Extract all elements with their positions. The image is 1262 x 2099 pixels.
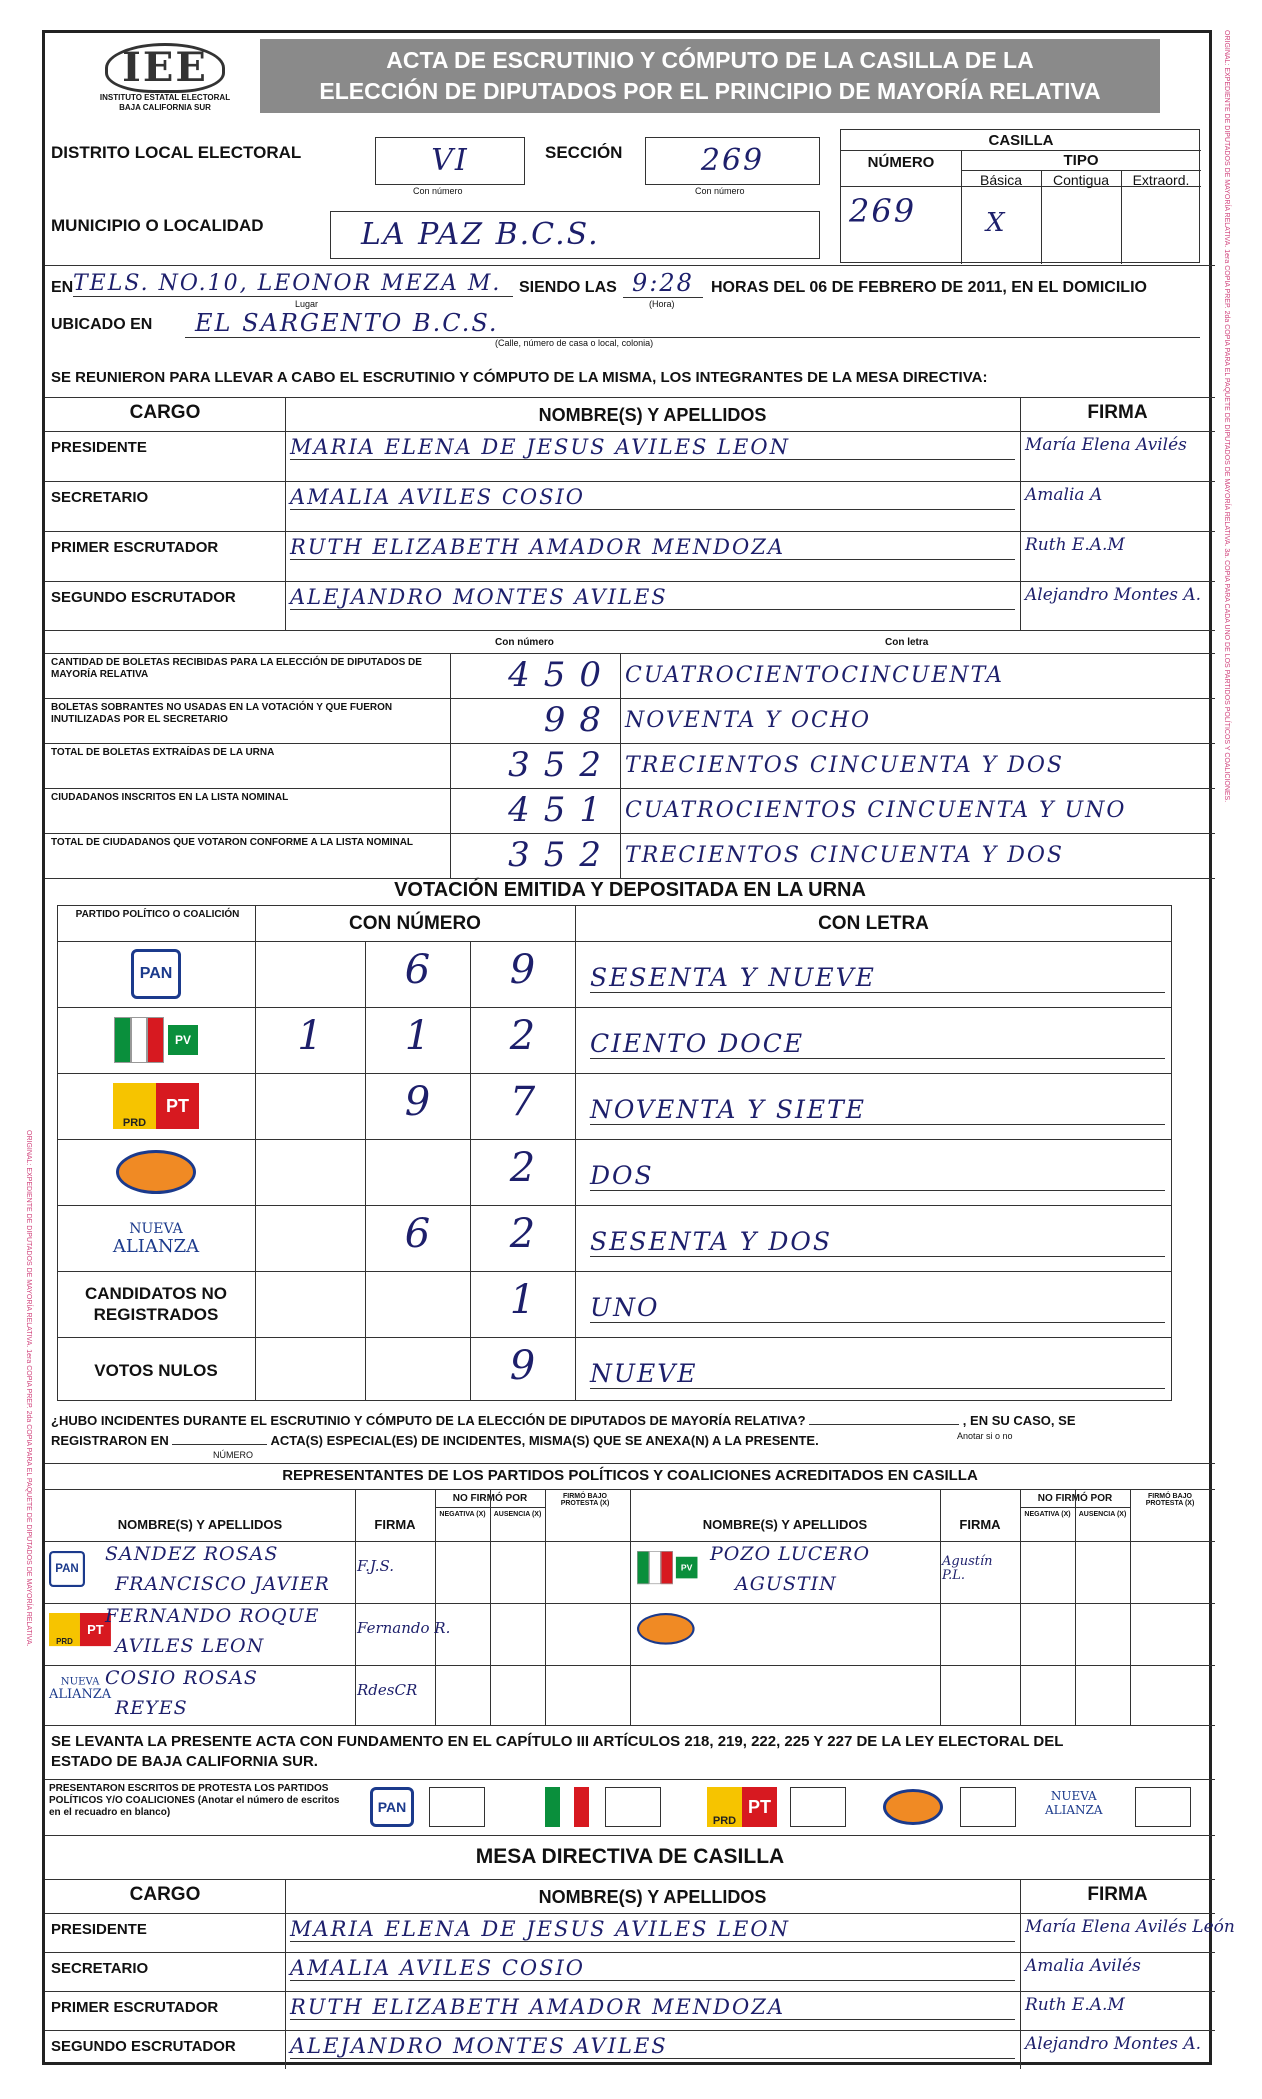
mesa2-firma[interactable]: María Elena Avilés León	[1025, 1917, 1235, 1937]
rep-party-logo	[49, 1551, 85, 1587]
protesta-pri-box[interactable]	[605, 1787, 661, 1827]
logo-subtitle-2: BAJA CALIFORNIA SUR	[119, 103, 211, 112]
boletas-letra[interactable]: CUATROCIENTOS CINCUENTA Y UNO	[625, 798, 1127, 823]
title-line-1: ACTA DE ESCRUTINIO Y CÓMPUTO DE LA CASILLA DE LA	[386, 47, 1034, 73]
boletas-divider	[45, 878, 1215, 879]
votacion-digit[interactable]: 1	[404, 1013, 431, 1059]
title-banner	[260, 39, 1160, 113]
pv-icon: PV	[676, 1557, 698, 1579]
ubicado-label: UBICADO EN	[51, 316, 153, 333]
rep-name-line1[interactable]: FERNANDO ROQUE	[105, 1605, 320, 1627]
votacion-party-cell	[57, 1337, 255, 1403]
mesa1-firma[interactable]: Amalia A	[1025, 485, 1103, 505]
convergencia-logo	[116, 1150, 196, 1194]
mesa1-cargo-header: CARGO	[129, 402, 201, 423]
protesta-convergencia-logo	[883, 1789, 943, 1825]
pri-icon	[637, 1551, 673, 1584]
prd-pt-icon	[113, 1083, 199, 1129]
ieebc-logo-mark: IEE	[105, 43, 225, 93]
votacion-letra[interactable]: SESENTA Y NUEVE	[590, 963, 1165, 993]
protesta-convergencia-box[interactable]	[960, 1787, 1016, 1827]
mesa1-firma[interactable]: Alejandro Montes A.	[1025, 585, 1202, 605]
row-divider	[45, 1991, 1215, 1992]
na-line2: ALIANZA	[1045, 1803, 1103, 1817]
incidentes-number-field[interactable]	[172, 1444, 267, 1445]
en-value[interactable]: TELS. NO.10, LEONOR MEZA M.	[73, 271, 513, 297]
prd-pt-logo	[113, 1083, 199, 1129]
rep-name-line2[interactable]: AGUSTIN	[735, 1573, 837, 1595]
rep-no-firmo-header: NO FIRMÓ POR	[1037, 1493, 1113, 1504]
boletas-label: CANTIDAD DE BOLETAS RECIBIDAS PARA LA ELECCIÓN DE DIPUTADOS DE MAYORÍA RELATIVA	[51, 657, 422, 680]
rep-firma-header: FIRMA	[959, 1517, 1001, 1532]
incidentes-line1	[51, 1413, 1076, 1428]
numero-hint: NÚMERO	[213, 1450, 253, 1460]
seccion-label: SECCIÓN	[545, 143, 623, 162]
na-line1: NUEVA	[60, 1675, 100, 1688]
ieebc-logo	[75, 43, 255, 113]
votacion-party-cell	[57, 1007, 255, 1073]
boletas-letra[interactable]: TRECIENTOS CINCUENTA Y DOS	[625, 843, 1064, 868]
incidentes-question: ¿HUBO INCIDENTES DURANTE EL ESCRUTINIO Y CÓMPUTO DE LA ELECCIÓN DE DIPUTADOS DE MAYORÍA RELATIVA?	[51, 1413, 806, 1428]
na-line2: ALIANZA	[49, 1686, 112, 1702]
rep-name-line1[interactable]: POZO LUCERO	[710, 1543, 871, 1565]
contigua-label: Contigua	[1052, 172, 1110, 188]
distrito-hint: Con número	[413, 186, 463, 196]
protesta-nueva-alianza-logo	[1045, 1789, 1103, 1817]
pan-icon: PAN	[131, 949, 181, 999]
rep-firma[interactable]: F.J.S.	[357, 1557, 394, 1575]
row-divider	[45, 1952, 1215, 1953]
row-divider	[45, 531, 1215, 532]
basica-mark[interactable]: X	[986, 208, 1007, 238]
incidentes-registraron: REGISTRARON EN	[51, 1433, 169, 1448]
mesa2-cargo: PRIMER ESCRUTADOR	[51, 1999, 219, 2016]
rep-firma[interactable]: Agustín P.L.	[942, 1554, 993, 1583]
na-line1: NUEVA	[1050, 1789, 1097, 1803]
mesa2-nombre[interactable]: RUTH ELIZABETH AMADOR MENDOZA	[290, 1995, 1015, 2020]
pri-icon	[114, 1017, 164, 1063]
votacion-party-cell	[57, 1271, 255, 1337]
mesa2-nombre[interactable]: AMALIA AVILES COSIO	[290, 1956, 1015, 1981]
pv-icon: PV	[168, 1025, 198, 1055]
casilla-numero-value[interactable]: 269	[849, 192, 917, 230]
pan-icon: PAN	[49, 1551, 85, 1587]
votacion-digit[interactable]: 2	[509, 1211, 536, 1257]
rep-name-line1[interactable]: COSIO ROSAS	[105, 1667, 258, 1689]
rep-nombre-header: NOMBRE(S) Y APELLIDOS	[702, 1517, 868, 1532]
votacion-numero-header: CON NÚMERO	[349, 913, 481, 934]
mesa2-firma-header: FIRMA	[1087, 1884, 1148, 1905]
incidentes-answer-field[interactable]	[809, 1424, 959, 1425]
rep-name-line2[interactable]: FRANCISCO JAVIER	[115, 1573, 330, 1595]
votacion-digit[interactable]: 1	[297, 1013, 323, 1059]
rep-name-line2[interactable]: AVILES LEON	[115, 1635, 265, 1657]
mesa2-nombre[interactable]: ALEJANDRO MONTES AVILES	[290, 2034, 1015, 2059]
mesa1-nombre[interactable]: AMALIA AVILES COSIO	[290, 485, 1015, 510]
votacion-letra[interactable]: DOS	[590, 1161, 1165, 1191]
boletas-numero[interactable]: 451	[508, 790, 615, 830]
boletas-divider	[45, 698, 1215, 699]
boletas-con-letra: Con letra	[885, 637, 929, 648]
logo-subtitle-1: INSTITUTO ESTATAL ELECTORAL	[99, 93, 231, 102]
rep-party-logo	[637, 1551, 697, 1584]
nueva-alianza-icon	[49, 1675, 111, 1701]
boletas-label: CIUDADANOS INSCRITOS EN LA LISTA NOMINAL	[51, 792, 289, 803]
convergencia-icon	[637, 1613, 695, 1645]
rep-party-logo	[49, 1613, 111, 1646]
votacion-party-label: VOTOS NULOS	[94, 1360, 218, 1380]
horas-text: HORAS DEL 06 DE FEBRERO DE 2011, EN EL DOMICILIO	[711, 279, 1147, 296]
rep-firma[interactable]: Fernando R.	[357, 1619, 451, 1637]
rep-negativa-header: NEGATIVA (X)	[1024, 1511, 1071, 1518]
votacion-letra[interactable]: SESENTA Y DOS	[590, 1227, 1165, 1257]
votacion-digit[interactable]: 9	[509, 1343, 536, 1389]
boletas-con-numero: Con número	[495, 637, 554, 648]
reunieron-text: SE REUNIERON PARA LLEVAR A CABO EL ESCRUTINIO Y CÓMPUTO DE LA MISMA, LOS INTEGRANTES DE LA MESA DIRECTIVA:	[51, 369, 988, 386]
pt-icon-text: PT	[80, 1613, 111, 1646]
anotar-hint: Anotar si o no	[957, 1431, 1013, 1441]
mesa2-firma[interactable]: Alejandro Montes A.	[1025, 2034, 1202, 2054]
votacion-letra[interactable]: CIENTO DOCE	[590, 1029, 1165, 1059]
boletas-letra[interactable]: TRECIENTOS CINCUENTA Y DOS	[625, 753, 1064, 778]
mesa2-cargo: PRESIDENTE	[51, 1921, 147, 1938]
mesa2-cargo: SECRETARIO	[51, 1960, 149, 1977]
protesta-text: PRESENTARON ESCRITOS DE PROTESTA LOS PARTIDOS POLÍTICOS Y/O COALICIONES (Anotar el número de escritos en el recuadro en blanco)	[49, 1783, 340, 1818]
mesa1-firma[interactable]: Ruth E.A.M	[1025, 535, 1125, 555]
distrito-value: VI	[431, 143, 469, 178]
prd-pt-icon	[49, 1613, 111, 1646]
casilla-box	[840, 129, 1200, 263]
protesta-nueva-alianza-box[interactable]	[1135, 1787, 1191, 1827]
boletas-numero[interactable]: 450	[508, 655, 615, 695]
boletas-divider	[45, 833, 1215, 834]
rep-name-line2[interactable]: REYES	[115, 1697, 188, 1719]
protesta-pri-logo	[545, 1787, 589, 1827]
mesa1-cargo: PRESIDENTE	[51, 439, 147, 456]
votacion-digit[interactable]: 7	[509, 1079, 536, 1125]
na-line2: ALIANZA	[112, 1236, 200, 1257]
votacion-party-label: CANDIDATOS NO REGISTRADOS	[85, 1284, 227, 1324]
siendo-label: SIENDO LAS	[519, 279, 617, 296]
votacion-digit[interactable]: 9	[404, 1079, 431, 1125]
ubicado-hint: (Calle, número de casa o local, colonia)	[495, 338, 654, 348]
mesa2-cargo-header: CARGO	[129, 1884, 201, 1905]
mesa1-cargo: SECRETARIO	[51, 489, 149, 506]
hora-value[interactable]: 9:28	[623, 269, 703, 298]
pan-logo	[131, 949, 181, 999]
convergencia-icon	[116, 1150, 196, 1194]
boletas-letra[interactable]: NOVENTA Y OCHO	[625, 708, 872, 733]
pan-logo	[49, 1551, 85, 1587]
title-line-2: ELECCIÓN DE DIPUTADOS POR EL PRINCIPIO DE MAYORÍA RELATIVA	[319, 78, 1101, 104]
incidentes-line1-end: , EN SU CASO, SE	[962, 1413, 1076, 1428]
votacion-digit[interactable]: 6	[404, 947, 431, 993]
casilla-label: CASILLA	[988, 132, 1054, 149]
seccion-value: 269	[700, 143, 765, 178]
divider-lugar	[45, 265, 1215, 266]
mesa1-nombre[interactable]: MARIA ELENA DE JESUS AVILES LEON	[290, 435, 1015, 460]
pri-logo	[637, 1551, 697, 1584]
fundamento-line1: SE LEVANTA LA PRESENTE ACTA CON FUNDAMENTO EN EL CAPÍTULO III ARTÍCULOS 218, 219, 222, 225 Y 227 DE LA LEY ELECTORAL DEL	[51, 1733, 1064, 1750]
rep-name-line1[interactable]: SANDEZ ROSAS	[105, 1543, 279, 1565]
extraord-label: Extraord.	[1132, 172, 1190, 188]
votacion-title: VOTACIÓN EMITIDA Y DEPOSITADA EN LA URNA	[394, 879, 866, 901]
mesa1-firma[interactable]: María Elena Avilés	[1025, 435, 1187, 455]
numero-label: NÚMERO	[867, 154, 935, 171]
basica-label: Básica	[979, 172, 1023, 188]
distrito-field[interactable]	[375, 137, 525, 185]
nueva-alianza-icon	[113, 1220, 199, 1256]
protesta-pan-box[interactable]	[429, 1787, 485, 1827]
prd-icon-text: PRD	[49, 1613, 80, 1646]
row-divider	[45, 2030, 1215, 2031]
ubicado-value[interactable]: EL SARGENTO B.C.S.	[185, 309, 1200, 338]
pt-icon-text: PT	[742, 1787, 777, 1827]
tipo-label: TIPO	[1063, 152, 1099, 169]
mesa2-nombre-header: NOMBRE(S) Y APELLIDOS	[538, 1887, 767, 1907]
en-label: EN	[51, 279, 74, 296]
boletas-label: BOLETAS SOBRANTES NO USADAS EN LA VOTACIÓN Y QUE FUERON INUTILIZADAS POR EL SECRETARIO	[51, 702, 393, 725]
mesa1-firma-header: FIRMA	[1087, 402, 1148, 423]
side-note-left: ORIGINAL: EXPEDIENTE DE DIPUTADOS DE MAYORÍA RELATIVA. 1era COPIA PREP. 2da COPIA PARA EL PAQUETE DE DIPUTADOS DE MAYORÍA RELATIVA.	[25, 1130, 32, 1647]
votacion-digit[interactable]: 2	[509, 1013, 536, 1059]
seccion-field[interactable]	[645, 137, 820, 185]
rep-party-logo	[49, 1675, 111, 1701]
mesa1-cargo: PRIMER ESCRUTADOR	[51, 539, 219, 556]
votacion-digit[interactable]: 9	[509, 947, 536, 993]
representantes-title: REPRESENTANTES DE LOS PARTIDOS POLÍTICOS Y COALICIONES ACREDITADOS EN CASILLA	[282, 1467, 978, 1484]
seccion-hint: Con número	[695, 186, 745, 196]
na-line1: NUEVA	[129, 1221, 183, 1237]
boletas-numero[interactable]: 98	[543, 700, 615, 740]
distrito-label: DISTRITO LOCAL ELECTORAL	[51, 143, 302, 162]
fundamento-line2: ESTADO DE BAJA CALIFORNIA SUR.	[51, 1753, 318, 1770]
municipio-label: MUNICIPIO O LOCALIDAD	[51, 216, 264, 235]
rep-no-firmo-header: NO FIRMÓ POR	[452, 1493, 528, 1504]
votacion-digit[interactable]: 6	[404, 1211, 431, 1257]
lugar-hint: Lugar	[295, 299, 319, 309]
mesa2-nombre[interactable]: MARIA ELENA DE JESUS AVILES LEON	[290, 1917, 1015, 1942]
boletas-numero[interactable]: 352	[508, 835, 615, 875]
side-note-right: ORIGINAL: EXPEDIENTE DE DIPUTADOS DE MAYORÍA RELATIVA. 1era COPIA PREP. 2da COPIA PARA EL PAQUETE DE DIPUTADOS DE MAYORÍA RELATIVA. 3a. COPIA PARA CADA UNO DE LOS PARTIDOS POLÍTICOS Y COALICIONES.	[1223, 30, 1230, 803]
protesta-prd-pt-box[interactable]	[790, 1787, 846, 1827]
nueva-alianza-logo	[113, 1220, 199, 1256]
prd-pt-logo	[49, 1613, 111, 1646]
rep-firma-header: FIRMA	[374, 1517, 416, 1532]
rep-nombre-header: NOMBRE(S) Y APELLIDOS	[117, 1517, 283, 1532]
mesa1-nombre-header: NOMBRE(S) Y APELLIDOS	[538, 405, 767, 425]
mesa1-nombre[interactable]: RUTH ELIZABETH AMADOR MENDOZA	[290, 535, 1015, 560]
pri-logo	[114, 1017, 198, 1063]
votacion-partido-header: PARTIDO POLÍTICO O COALICIÓN	[75, 909, 240, 920]
rep-ausencia-header: AUSENCIA (X)	[493, 1511, 542, 1518]
mesa1-nombre[interactable]: ALEJANDRO MONTES AVILES	[290, 585, 1015, 610]
pt-icon-text: PT	[156, 1083, 199, 1129]
municipio-field[interactable]	[330, 211, 820, 259]
rep-firma[interactable]: RdesCR	[357, 1681, 418, 1699]
row-divider	[45, 581, 1215, 582]
boletas-label: TOTAL DE BOLETAS EXTRAÍDAS DE LA URNA	[51, 747, 275, 758]
protesta-pan-logo	[370, 1787, 414, 1827]
votacion-party-cell	[57, 1073, 255, 1139]
rep-negativa-header: NEGATIVA (X)	[439, 1511, 486, 1518]
municipio-value: LA PAZ B.C.S.	[361, 217, 600, 252]
incidentes-line2	[51, 1433, 819, 1448]
mesa2-firma[interactable]: Amalia Avilés	[1025, 1956, 1141, 1976]
rep-ausencia-header: AUSENCIA (X)	[1078, 1511, 1127, 1518]
pan-icon: PAN	[370, 1787, 414, 1827]
boletas-numero[interactable]: 352	[508, 745, 615, 785]
boletas-divider	[45, 788, 1215, 789]
boletas-label: TOTAL DE CIUDADANOS QUE VOTARON CONFORME A LA LISTA NOMINAL	[51, 837, 414, 848]
rep-bajo-protesta-header: FIRMÓ BAJO PROTESTA (X)	[1145, 1493, 1195, 1507]
votacion-digit[interactable]: 2	[509, 1145, 536, 1191]
rep-party-logo	[637, 1613, 695, 1645]
mesa1-cargo: SEGUNDO ESCRUTADOR	[51, 589, 236, 606]
row-divider	[45, 481, 1215, 482]
mesa2-title: MESA DIRECTIVA DE CASILLA	[475, 1845, 785, 1868]
rep-bajo-protesta-header: FIRMÓ BAJO PROTESTA (X)	[560, 1493, 610, 1507]
votacion-letra[interactable]: NOVENTA Y SIETE	[590, 1095, 1165, 1125]
votacion-letra-header: CON LETRA	[818, 913, 929, 934]
protesta-prd-pt-logo	[707, 1787, 777, 1827]
boletas-letra[interactable]: CUATROCIENTOCINCUENTA	[625, 663, 1005, 688]
convergencia-logo	[637, 1613, 695, 1645]
votacion-digit[interactable]: 1	[509, 1277, 536, 1323]
prd-icon-text: PRD	[113, 1083, 156, 1129]
incidentes-acta: ACTA(S) ESPECIAL(ES) DE INCIDENTES, MISMA(S) QUE SE ANEXA(N) A LA PRESENTE.	[270, 1433, 819, 1448]
votacion-party-cell	[57, 941, 255, 1007]
prd-icon-text: PRD	[707, 1787, 742, 1827]
votacion-letra[interactable]: UNO	[590, 1293, 1165, 1323]
votacion-letra[interactable]: NUEVE	[590, 1359, 1165, 1389]
nueva-alianza-logo	[49, 1675, 111, 1701]
mesa2-cargo: SEGUNDO ESCRUTADOR	[51, 2038, 236, 2055]
hora-hint: (Hora)	[649, 299, 675, 309]
votacion-party-cell	[57, 1139, 255, 1205]
mesa2-firma[interactable]: Ruth E.A.M	[1025, 1995, 1125, 2015]
votacion-party-cell	[57, 1205, 255, 1271]
boletas-divider	[45, 743, 1215, 744]
